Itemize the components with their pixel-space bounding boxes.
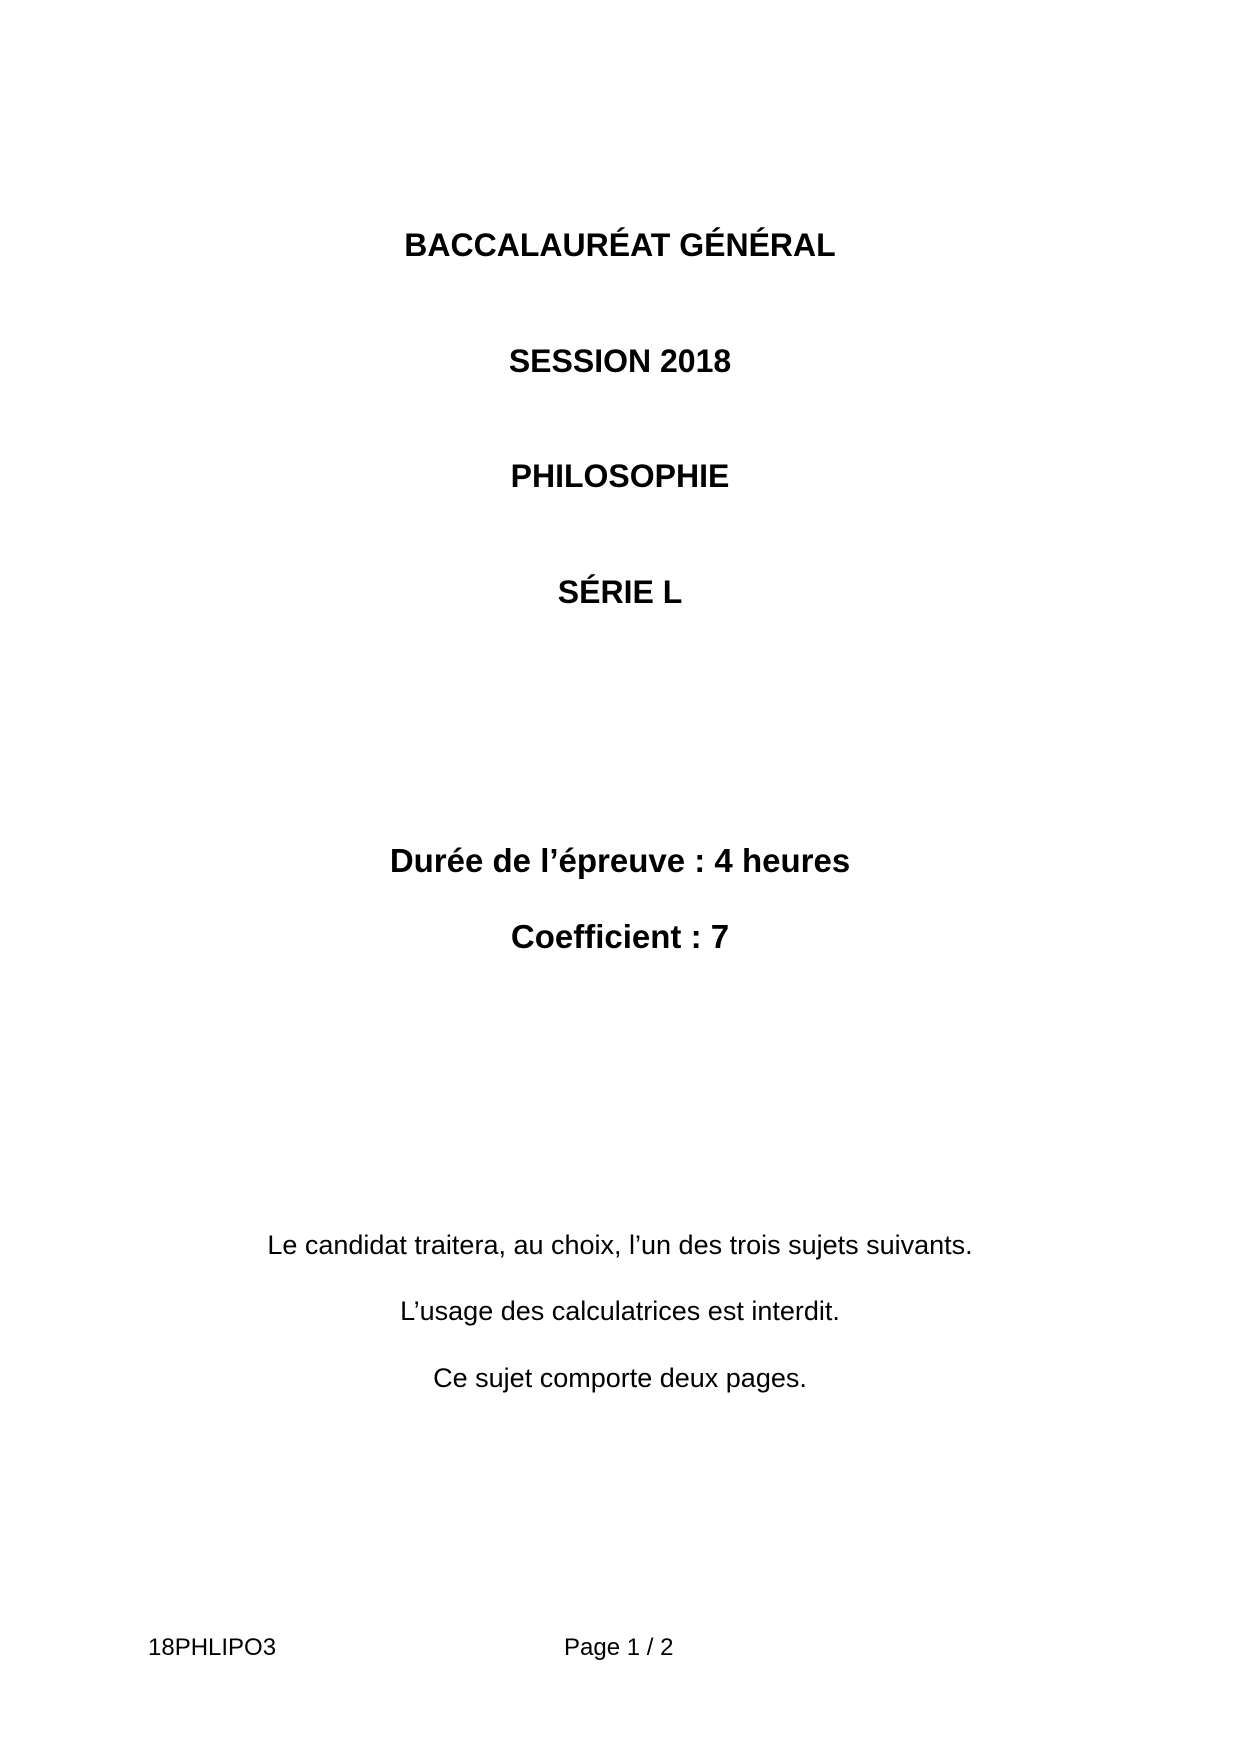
instruction-calculator: L’usage des calculatrices est interdit. bbox=[400, 1296, 840, 1326]
session-title: SESSION 2018 bbox=[508, 343, 732, 379]
instruction-page-count: Ce sujet comporte deux pages. bbox=[433, 1363, 807, 1393]
exam-title: BACCALAURÉAT GÉNÉRAL bbox=[404, 227, 836, 263]
subject-title: PHILOSOPHIE bbox=[510, 458, 730, 494]
instruction-choice: Le candidat traitera, au choix, l’un des trois sujets suivants. bbox=[267, 1230, 973, 1260]
footer-page-number: Page 1 / 2 bbox=[564, 1634, 674, 1661]
footer-subject-code: 18PHLIPO3 bbox=[148, 1634, 277, 1661]
exam-coefficient: Coefficient : 7 bbox=[510, 918, 730, 955]
series-title: SÉRIE L bbox=[557, 574, 683, 610]
exam-duration: Durée de l’épreuve : 4 heures bbox=[389, 842, 851, 879]
